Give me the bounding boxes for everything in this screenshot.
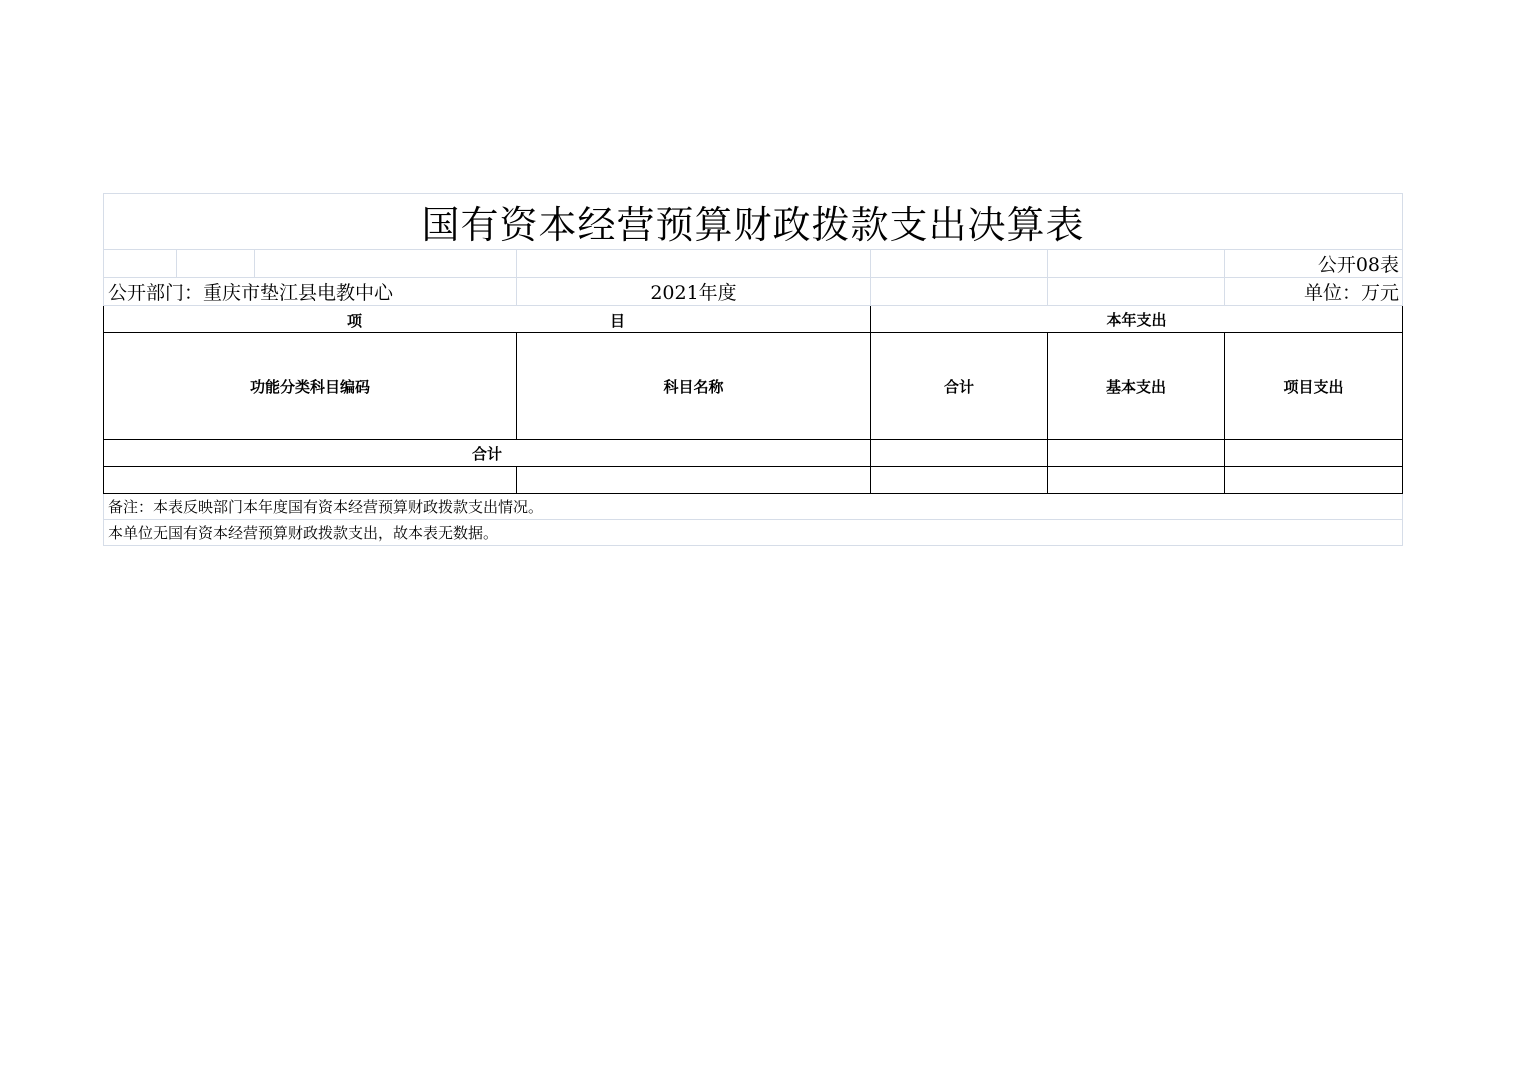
budget-table — [103, 193, 1403, 546]
header-xiang: 项 — [347, 312, 363, 330]
total-amount-cell — [871, 440, 1048, 467]
header-item-group — [104, 306, 871, 333]
header-mu: 目 — [610, 312, 626, 330]
empty-project-cell — [1225, 467, 1403, 494]
fiscal-year: 2021年度 — [517, 278, 871, 306]
blank-cell — [255, 250, 517, 278]
budget-sheet — [103, 193, 1402, 546]
blank-cell — [1048, 278, 1225, 306]
blank-cell — [104, 250, 177, 278]
department-label: 公开部门：重庆市垫江县电教中心 — [104, 278, 517, 306]
total-project-cell — [1225, 440, 1403, 467]
header-subject-name: 科目名称 — [517, 333, 871, 440]
unit-label: 单位：万元 — [1225, 278, 1403, 306]
note-line-1: 备注：本表反映部门本年度国有资本经营预算财政拨款支出情况。 — [104, 494, 1403, 520]
blank-cell — [177, 250, 255, 278]
empty-basic-cell — [1048, 467, 1225, 494]
header-project-expense: 项目支出 — [1225, 333, 1403, 440]
blank-cell — [871, 250, 1048, 278]
empty-code-cell — [104, 467, 517, 494]
empty-amount-cell — [871, 467, 1048, 494]
blank-cell — [517, 250, 871, 278]
blank-cell — [1048, 250, 1225, 278]
total-basic-cell — [1048, 440, 1225, 467]
header-function-code: 功能分类科目编码 — [104, 333, 517, 440]
total-row-label: 合计 — [104, 440, 871, 467]
header-total: 合计 — [871, 333, 1048, 440]
blank-cell — [871, 278, 1048, 306]
empty-name-cell — [517, 467, 871, 494]
table-number: 公开08表 — [1225, 250, 1403, 278]
note-line-2: 本单位无国有资本经营预算财政拨款支出，故本表无数据。 — [104, 520, 1403, 546]
header-basic-expense: 基本支出 — [1048, 333, 1225, 440]
page-title: 国有资本经营预算财政拨款支出决算表 — [104, 194, 1403, 250]
header-annual-expense: 本年支出 — [871, 306, 1403, 333]
